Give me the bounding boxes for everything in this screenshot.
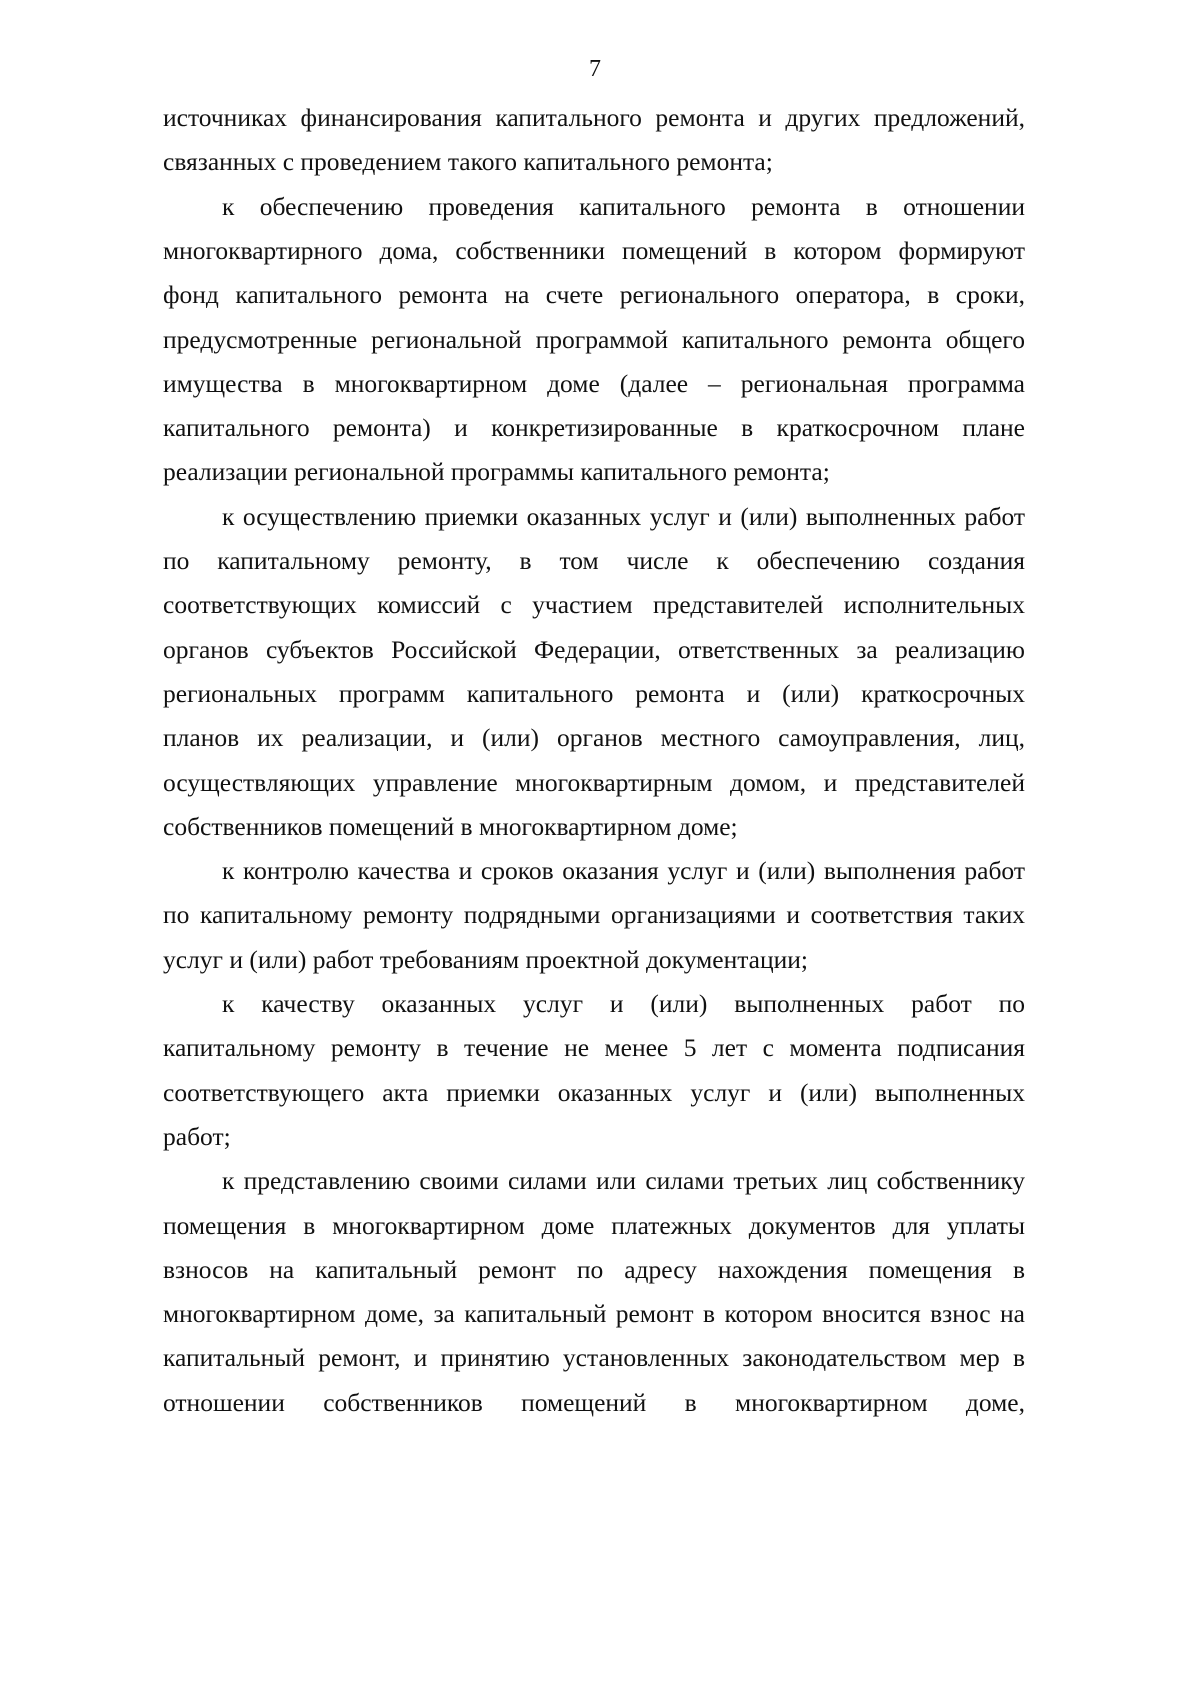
text-line: к контролю качества и сроков оказания услуг и (или) выполнения работ <box>222 856 1025 886</box>
text-line: услуг и (или) работ требованиям проектной документации; <box>163 944 809 974</box>
text-line: предусмотренные региональной программой капитального ремонта общего <box>163 324 1025 354</box>
text-line: к осуществлению приемки оказанных услуг и (или) выполненных работ <box>222 501 1025 531</box>
text-line: работ; <box>163 1121 231 1151</box>
text-line: отношении собственников помещений в многоквартирном доме, <box>163 1387 1025 1417</box>
text-line: по капитальному ремонту подрядными организациями и соответствия таких <box>163 900 1025 930</box>
text-line: многоквартирном доме, за капитальный ремонт в котором вносится взнос на <box>163 1299 1025 1329</box>
text-line: соответствующих комиссий с участием представителей исполнительных <box>163 590 1025 620</box>
text-line: связанных с проведением такого капитального ремонта; <box>163 147 773 177</box>
text-line: собственников помещений в многоквартирном доме; <box>163 811 738 841</box>
text-line: региональных программ капитального ремонта и (или) краткосрочных <box>163 678 1025 708</box>
text-line: взносов на капитальный ремонт по адресу нахождения помещения в <box>163 1254 1025 1284</box>
text-line: по капитальному ремонту, в том числе к обеспечению создания <box>163 546 1025 575</box>
text-line: многоквартирного дома, собственники помещений в котором формируют <box>163 235 1025 265</box>
text-line: органов субъектов Российской Федерации, ответственных за реализацию <box>163 634 1025 664</box>
text-line: осуществляющих управление многоквартирным домом, и представителей <box>163 767 1025 797</box>
text-line: соответствующего акта приемки оказанных услуг и (или) выполненных <box>163 1077 1025 1107</box>
page-number: 7 <box>589 56 601 82</box>
text-line: фонд капитального ремонта на счете регионального оператора, в сроки, <box>163 280 1025 310</box>
text-line: планов их реализации, и (или) органов местного самоуправления, лиц, <box>163 723 1025 753</box>
text-line: к представлению своими силами или силами третьих лиц собственнику <box>222 1166 1025 1196</box>
text-line: реализации региональной программы капитального ремонта; <box>163 457 830 487</box>
text-line: имущества в многоквартирном доме (далее – региональная программа <box>163 368 1025 398</box>
text-line: источниках финансирования капитального ремонта и других предложений, <box>163 103 1025 132</box>
text-line: капитальный ремонт, и принятию установленных законодательством мер в <box>163 1343 1025 1373</box>
text-line: капитальному ремонту в течение не менее 5 лет с момента подписания <box>163 1033 1025 1063</box>
text-line: капитального ремонта) и конкретизированные в краткосрочном плане <box>163 413 1025 443</box>
text-line: помещения в многоквартирном доме платежных документов для уплаты <box>163 1210 1025 1240</box>
text-line: к качеству оказанных услуг и (или) выполненных работ по <box>222 989 1025 1018</box>
text-line: к обеспечению проведения капитального ремонта в отношении <box>222 191 1025 221</box>
